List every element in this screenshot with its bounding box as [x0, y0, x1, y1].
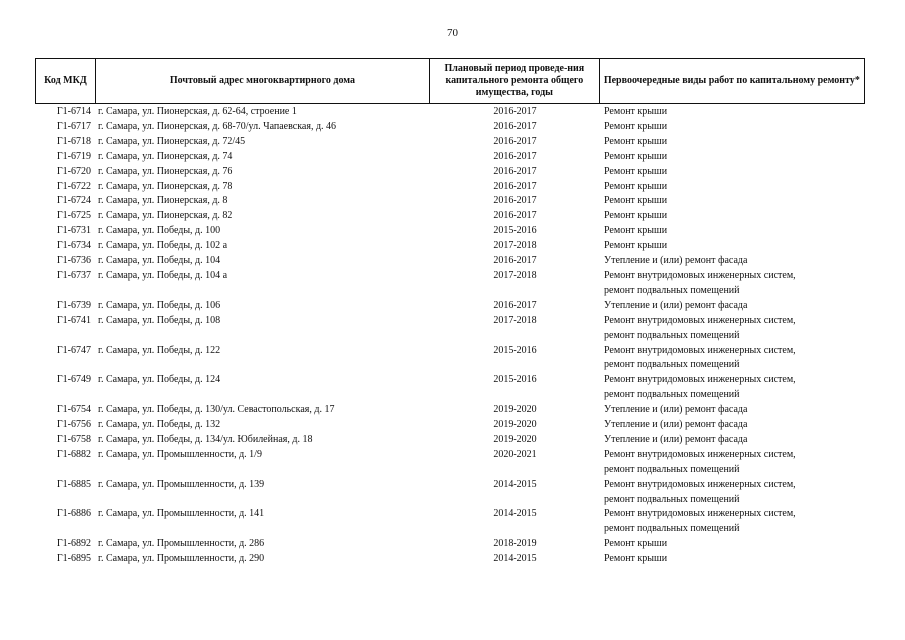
- work-line: Ремонт крыши: [604, 195, 668, 207]
- table-row: [35, 373, 865, 403]
- work-line: Ремонт крыши: [604, 120, 668, 132]
- cell-address: г. Самара, ул. Промышленности, д. 139: [98, 478, 265, 490]
- cell-works: [600, 344, 865, 374]
- work-line: ремонт подвальных помещений: [604, 359, 740, 371]
- work-line: Ремонт крыши: [604, 165, 668, 177]
- cell-code: Г1-6756: [56, 419, 91, 431]
- work-line: Ремонт внутридомовых инженерных систем,: [604, 344, 796, 356]
- cell-code: Г1-6719: [56, 150, 91, 162]
- work-line: Утепление и (или) ремонт фасада: [604, 404, 748, 416]
- cell-address: г. Самара, ул. Победы, д. 100: [98, 225, 221, 237]
- table-row: [35, 537, 865, 552]
- cell-address: г. Самара, ул. Пионерская, д. 78: [98, 180, 233, 192]
- cell-code: Г1-6886: [56, 508, 91, 520]
- cell-works: [600, 478, 865, 508]
- table-row: [35, 418, 865, 433]
- cell-works: [600, 224, 865, 239]
- cell-address: г. Самара, ул. Пионерская, д. 72/45: [98, 135, 246, 147]
- table-row: [35, 478, 865, 508]
- cell-period: 2016-2017: [493, 120, 537, 132]
- work-line: Утепление и (или) ремонт фасада: [604, 299, 748, 311]
- cell-works: [600, 403, 865, 418]
- cell-address: г. Самара, ул. Промышленности, д. 286: [98, 538, 265, 550]
- cell-period: 2020-2021: [493, 448, 537, 460]
- cell-address: г. Самара, ул. Промышленности, д. 1/9: [98, 448, 262, 460]
- cell-works: [600, 239, 865, 254]
- cell-code: Г1-6722: [56, 180, 91, 192]
- cell-works: [600, 507, 865, 537]
- cell-code: Г1-6717: [56, 120, 91, 132]
- cell-code: Г1-6725: [56, 210, 91, 222]
- work-line: Ремонт крыши: [604, 225, 668, 237]
- cell-address: г. Самара, ул. Пионерская, д. 8: [98, 195, 228, 207]
- work-line: Ремонт крыши: [604, 210, 668, 222]
- cell-period: 2014-2015: [493, 553, 537, 565]
- cell-address: г. Самара, ул. Победы, д. 108: [98, 314, 221, 326]
- cell-address: г. Самара, ул. Победы, д. 122: [98, 344, 221, 356]
- cell-code: Г1-6734: [56, 240, 91, 252]
- cell-address: г. Самара, ул. Победы, д. 104 а: [98, 269, 228, 281]
- cell-code: Г1-6758: [56, 433, 91, 445]
- cell-address: г. Самара, ул. Победы, д. 104: [98, 255, 221, 267]
- cell-code: Г1-6736: [56, 255, 91, 267]
- cell-period: 2016-2017: [493, 180, 537, 192]
- cell-works: [600, 254, 865, 269]
- work-line: Ремонт крыши: [604, 150, 668, 162]
- table-row: [35, 209, 865, 224]
- page-number: 70: [447, 27, 458, 39]
- cell-code: Г1-6714: [56, 106, 91, 117]
- cell-period: 2019-2020: [493, 433, 537, 445]
- cell-period: 2014-2015: [493, 508, 537, 520]
- cell-works: [600, 433, 865, 448]
- table-row: [35, 314, 865, 344]
- work-line: Ремонт внутридомовых инженерных систем,: [604, 448, 796, 460]
- cell-address: г. Самара, ул. Пионерская, д. 82: [98, 210, 233, 222]
- cell-works: [600, 537, 865, 552]
- table-row: [35, 403, 865, 418]
- cell-works: [600, 314, 865, 344]
- cell-works: [600, 373, 865, 403]
- cell-period: 2016-2017: [493, 165, 537, 177]
- cell-works: [600, 150, 865, 165]
- cell-works: [600, 120, 865, 135]
- cell-code: Г1-6737: [56, 269, 91, 281]
- cell-address: г. Самара, ул. Победы, д. 106: [98, 299, 221, 311]
- table-row: [35, 344, 865, 374]
- cell-period: 2015-2016: [493, 344, 537, 356]
- cell-code: Г1-6754: [56, 404, 91, 416]
- cell-works: [600, 165, 865, 180]
- cell-period: 2015-2016: [493, 225, 537, 237]
- work-line: ремонт подвальных помещений: [604, 463, 740, 475]
- table-row: [35, 180, 865, 195]
- cell-code: Г1-6749: [56, 374, 91, 386]
- work-line: Ремонт крыши: [604, 135, 668, 147]
- work-line: ремонт подвальных помещений: [604, 523, 740, 535]
- table-row: [35, 507, 865, 537]
- table-row: [35, 299, 865, 314]
- table-row: [35, 120, 865, 135]
- cell-works: [600, 418, 865, 433]
- table-row: [35, 194, 865, 209]
- work-line: Ремонт внутридомовых инженерных систем,: [604, 374, 796, 386]
- work-line: Ремонт внутридомовых инженерных систем,: [604, 508, 796, 520]
- work-line: Ремонт крыши: [604, 553, 668, 565]
- table-row: [35, 165, 865, 180]
- cell-address: г. Самара, ул. Победы, д. 124: [98, 374, 221, 386]
- cell-address: г. Самара, ул. Победы, д. 130/ул. Севастопольская, д. 17: [98, 404, 335, 416]
- cell-period: 2015-2016: [493, 374, 537, 386]
- cell-code: Г1-6747: [56, 344, 91, 356]
- cell-address: г. Самара, ул. Победы, д. 102 а: [98, 240, 228, 252]
- work-line: Ремонт внутридомовых инженерных систем,: [604, 269, 796, 281]
- cell-period: 2016-2017: [493, 106, 537, 117]
- cell-period: 2016-2017: [493, 150, 537, 162]
- cell-works: [600, 299, 865, 314]
- cell-address: г. Самара, ул. Промышленности, д. 141: [98, 508, 265, 520]
- table-row: [35, 239, 865, 254]
- work-line: Ремонт внутридомовых инженерных систем,: [604, 314, 796, 326]
- cell-code: Г1-6720: [56, 165, 91, 177]
- cell-works: [600, 209, 865, 224]
- cell-period: 2017-2018: [493, 314, 537, 326]
- header-code: Код МКД: [36, 59, 96, 103]
- capital-repair-table: [35, 58, 865, 567]
- cell-address: г. Самара, ул. Пионерская, д. 68-70/ул. Чапаевская, д. 46: [98, 120, 337, 132]
- cell-works: [600, 194, 865, 209]
- work-line: ремонт подвальных помещений: [604, 329, 740, 341]
- cell-period: 2018-2019: [493, 538, 537, 550]
- table-row: [35, 269, 865, 299]
- cell-code: Г1-6724: [56, 195, 91, 207]
- cell-works: [600, 269, 865, 299]
- cell-code: Г1-6718: [56, 135, 91, 147]
- work-line: Ремонт крыши: [604, 180, 668, 192]
- cell-code: Г1-6885: [56, 478, 91, 490]
- table-row: [35, 254, 865, 269]
- table-row: [35, 150, 865, 165]
- cell-code: Г1-6895: [56, 553, 91, 565]
- table-row: [35, 105, 865, 120]
- cell-period: 2014-2015: [493, 478, 537, 490]
- cell-works: [600, 180, 865, 195]
- work-line: Ремонт крыши: [604, 106, 668, 117]
- table-row: [35, 224, 865, 239]
- cell-works: [600, 135, 865, 150]
- work-line: Ремонт внутридомовых инженерных систем,: [604, 478, 796, 490]
- cell-code: Г1-6739: [56, 299, 91, 311]
- cell-period: 2017-2018: [493, 269, 537, 281]
- cell-address: г. Самара, ул. Промышленности, д. 290: [98, 553, 265, 565]
- cell-address: г. Самара, ул. Победы, д. 134/ул. Юбилейная, д. 18: [98, 433, 313, 445]
- cell-address: г. Самара, ул. Пионерская, д. 74: [98, 150, 233, 162]
- cell-address: г. Самара, ул. Победы, д. 132: [98, 419, 221, 431]
- cell-code: Г1-6882: [56, 448, 91, 460]
- work-line: Ремонт крыши: [604, 240, 668, 252]
- cell-address: г. Самара, ул. Пионерская, д. 76: [98, 165, 233, 177]
- cell-works: [600, 105, 865, 120]
- cell-period: 2019-2020: [493, 419, 537, 431]
- work-line: Утепление и (или) ремонт фасада: [604, 419, 748, 431]
- work-line: Ремонт крыши: [604, 538, 668, 550]
- cell-period: 2016-2017: [493, 135, 537, 147]
- cell-code: Г1-6741: [56, 314, 91, 326]
- work-line: ремонт подвальных помещений: [604, 493, 740, 505]
- cell-period: 2016-2017: [493, 255, 537, 267]
- header-period: Плановый период проведе-ния капитального ремонта общего имущества, годы: [430, 59, 600, 103]
- header-address: Почтовый адрес многоквартирного дома: [96, 59, 430, 103]
- table-body: [35, 105, 865, 567]
- work-line: Утепление и (или) ремонт фасада: [604, 255, 748, 267]
- table-row: [35, 552, 865, 567]
- cell-code: Г1-6892: [56, 538, 91, 550]
- cell-address: г. Самара, ул. Пионерская, д. 62-64, строение 1: [98, 106, 297, 117]
- cell-period: 2016-2017: [493, 299, 537, 311]
- work-line: Утепление и (или) ремонт фасада: [604, 433, 748, 445]
- cell-period: 2016-2017: [493, 210, 537, 222]
- header-works: Первоочередные виды работ по капитальному ремонту*: [603, 75, 860, 86]
- cell-code: Г1-6731: [56, 225, 91, 237]
- table-row: [35, 135, 865, 150]
- work-line: ремонт подвальных помещений: [604, 284, 740, 296]
- cell-period: 2019-2020: [493, 404, 537, 416]
- cell-period: 2016-2017: [493, 195, 537, 207]
- table-header: [35, 58, 865, 104]
- cell-works: [600, 448, 865, 478]
- cell-works: [600, 552, 865, 567]
- table-row: [35, 433, 865, 448]
- work-line: ремонт подвальных помещений: [604, 389, 740, 401]
- table-row: [35, 448, 865, 478]
- cell-period: 2017-2018: [493, 240, 537, 252]
